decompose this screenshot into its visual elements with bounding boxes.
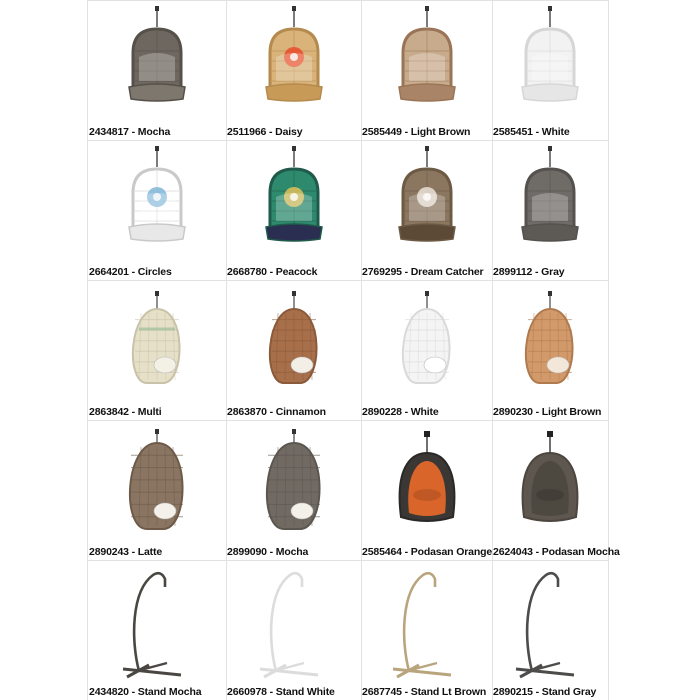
hanging-chair-image [129, 6, 185, 101]
caption-separator: - [401, 266, 411, 278]
product-code: 2890230 [493, 406, 533, 418]
caption-separator: - [128, 406, 138, 418]
product-name: Circles [137, 266, 172, 278]
hanging-chair-image [522, 146, 578, 241]
caption-separator: - [532, 686, 542, 698]
hanging-chair-image [522, 6, 578, 101]
product-name: Mocha [137, 126, 171, 138]
product-card [88, 140, 226, 280]
hanging-egg-chair-image [270, 291, 317, 383]
product-code: 2434817 [89, 126, 129, 138]
product-code: 2899090 [227, 546, 267, 558]
product-card [88, 280, 226, 420]
product-code: 2624043 [493, 546, 533, 558]
product-card [226, 280, 361, 420]
hanging-chair-image [266, 146, 322, 241]
product-image [361, 1, 492, 123]
product-code: 2890243 [89, 546, 129, 558]
product-caption [362, 406, 439, 418]
caption-separator: - [532, 406, 542, 418]
product-card [88, 0, 226, 140]
product-card [361, 0, 492, 140]
product-name: Light Brown [410, 126, 471, 138]
caption-separator: - [266, 686, 276, 698]
hanging-chair-image [266, 6, 322, 101]
product-code: 2585464 [362, 546, 402, 558]
product-code: 2434820 [89, 686, 129, 698]
product-caption [362, 686, 486, 698]
product-image [492, 281, 608, 403]
column-divider [492, 0, 493, 700]
product-name: White [541, 126, 570, 138]
product-image [226, 561, 361, 683]
product-name: Stand White [275, 686, 335, 698]
caption-separator: - [532, 126, 542, 138]
product-name: Dream Catcher [410, 266, 484, 278]
product-image [88, 561, 226, 683]
caption-separator: - [532, 546, 542, 558]
hanging-chair-stand-image [393, 573, 451, 677]
caption-separator: - [128, 266, 138, 278]
product-image [226, 421, 361, 543]
product-card [361, 560, 492, 700]
product-caption [362, 546, 492, 558]
product-code: 2668780 [227, 266, 267, 278]
product-card [361, 140, 492, 280]
product-image [361, 421, 492, 543]
product-code: 2664201 [89, 266, 129, 278]
product-caption [362, 126, 470, 138]
product-card [88, 420, 226, 560]
product-caption [362, 266, 483, 278]
product-name: Peacock [275, 266, 318, 278]
product-image [226, 1, 361, 123]
product-card [361, 420, 492, 560]
product-name: Stand Lt Brown [410, 686, 487, 698]
hanging-egg-chair-image [130, 429, 183, 529]
product-code: 2899112 [493, 266, 533, 278]
product-card [492, 140, 608, 280]
product-image [492, 141, 608, 263]
product-code: 2863842 [89, 406, 129, 418]
column-divider [361, 0, 362, 700]
product-image [88, 281, 226, 403]
product-name: Podasan Orange [410, 546, 493, 558]
product-image [361, 561, 492, 683]
product-name: Cinnamon [275, 406, 326, 418]
product-caption [227, 266, 317, 278]
product-code: 2660978 [227, 686, 267, 698]
product-image [361, 281, 492, 403]
product-name: Latte [137, 546, 163, 558]
product-caption [89, 126, 170, 138]
hanging-chair-image [129, 146, 185, 241]
product-caption [493, 406, 601, 418]
product-card [492, 280, 608, 420]
podasan-chair-image [523, 431, 578, 521]
product-name: Light Brown [541, 406, 602, 418]
product-caption [493, 126, 570, 138]
product-card [492, 420, 620, 560]
product-caption [493, 686, 596, 698]
product-name: Multi [137, 406, 162, 418]
caption-separator: - [401, 686, 411, 698]
product-caption [89, 406, 161, 418]
product-image [492, 421, 608, 543]
product-caption [227, 686, 335, 698]
product-caption [493, 546, 620, 558]
product-image [492, 561, 608, 683]
hanging-egg-chair-image [267, 429, 320, 529]
hanging-egg-chair-image [526, 291, 573, 383]
caption-separator: - [128, 126, 138, 138]
caption-separator: - [266, 546, 276, 558]
product-name: Gray [541, 266, 565, 278]
product-image [88, 421, 226, 543]
product-image [226, 281, 361, 403]
product-image [88, 1, 226, 123]
product-caption [227, 406, 326, 418]
caption-separator: - [401, 126, 411, 138]
hanging-egg-chair-image [133, 291, 180, 383]
product-card [226, 560, 361, 700]
product-card [88, 560, 226, 700]
product-code: 2585449 [362, 126, 402, 138]
product-grid [87, 0, 620, 700]
podasan-chair-image [400, 431, 455, 521]
caption-separator: - [266, 406, 276, 418]
product-caption [89, 546, 162, 558]
product-card [226, 0, 361, 140]
product-code: 2769295 [362, 266, 402, 278]
hanging-chair-image [399, 146, 455, 241]
hanging-egg-chair-image [403, 291, 450, 383]
product-code: 2511966 [227, 126, 267, 138]
caption-separator: - [401, 546, 411, 558]
product-name: Stand Gray [541, 686, 597, 698]
caption-separator: - [128, 546, 138, 558]
product-caption [493, 266, 564, 278]
caption-separator: - [401, 406, 411, 418]
product-image [226, 141, 361, 263]
product-name: Podasan Mocha [541, 546, 620, 558]
hanging-chair-image [399, 6, 455, 101]
product-name: Daisy [275, 126, 303, 138]
hanging-chair-stand-image [260, 573, 318, 677]
product-code: 2585451 [493, 126, 533, 138]
product-card [361, 280, 492, 420]
product-code: 2890215 [493, 686, 533, 698]
product-card [226, 420, 361, 560]
hanging-chair-stand-image [516, 573, 574, 677]
caption-separator: - [266, 266, 276, 278]
product-code: 2863870 [227, 406, 267, 418]
product-code: 2890228 [362, 406, 402, 418]
product-code: 2687745 [362, 686, 402, 698]
product-image [492, 1, 608, 123]
product-name: Mocha [275, 546, 309, 558]
column-divider [226, 0, 227, 700]
product-name: White [410, 406, 439, 418]
product-caption [89, 686, 201, 698]
product-caption [227, 546, 308, 558]
product-card [492, 560, 608, 700]
product-image [88, 141, 226, 263]
product-caption [227, 126, 302, 138]
product-image [361, 141, 492, 263]
product-name: Stand Mocha [137, 686, 202, 698]
product-card [226, 140, 361, 280]
caption-separator: - [532, 266, 542, 278]
product-caption [89, 266, 172, 278]
caption-separator: - [128, 686, 138, 698]
hanging-chair-stand-image [123, 573, 181, 677]
product-card [492, 0, 608, 140]
caption-separator: - [266, 126, 276, 138]
